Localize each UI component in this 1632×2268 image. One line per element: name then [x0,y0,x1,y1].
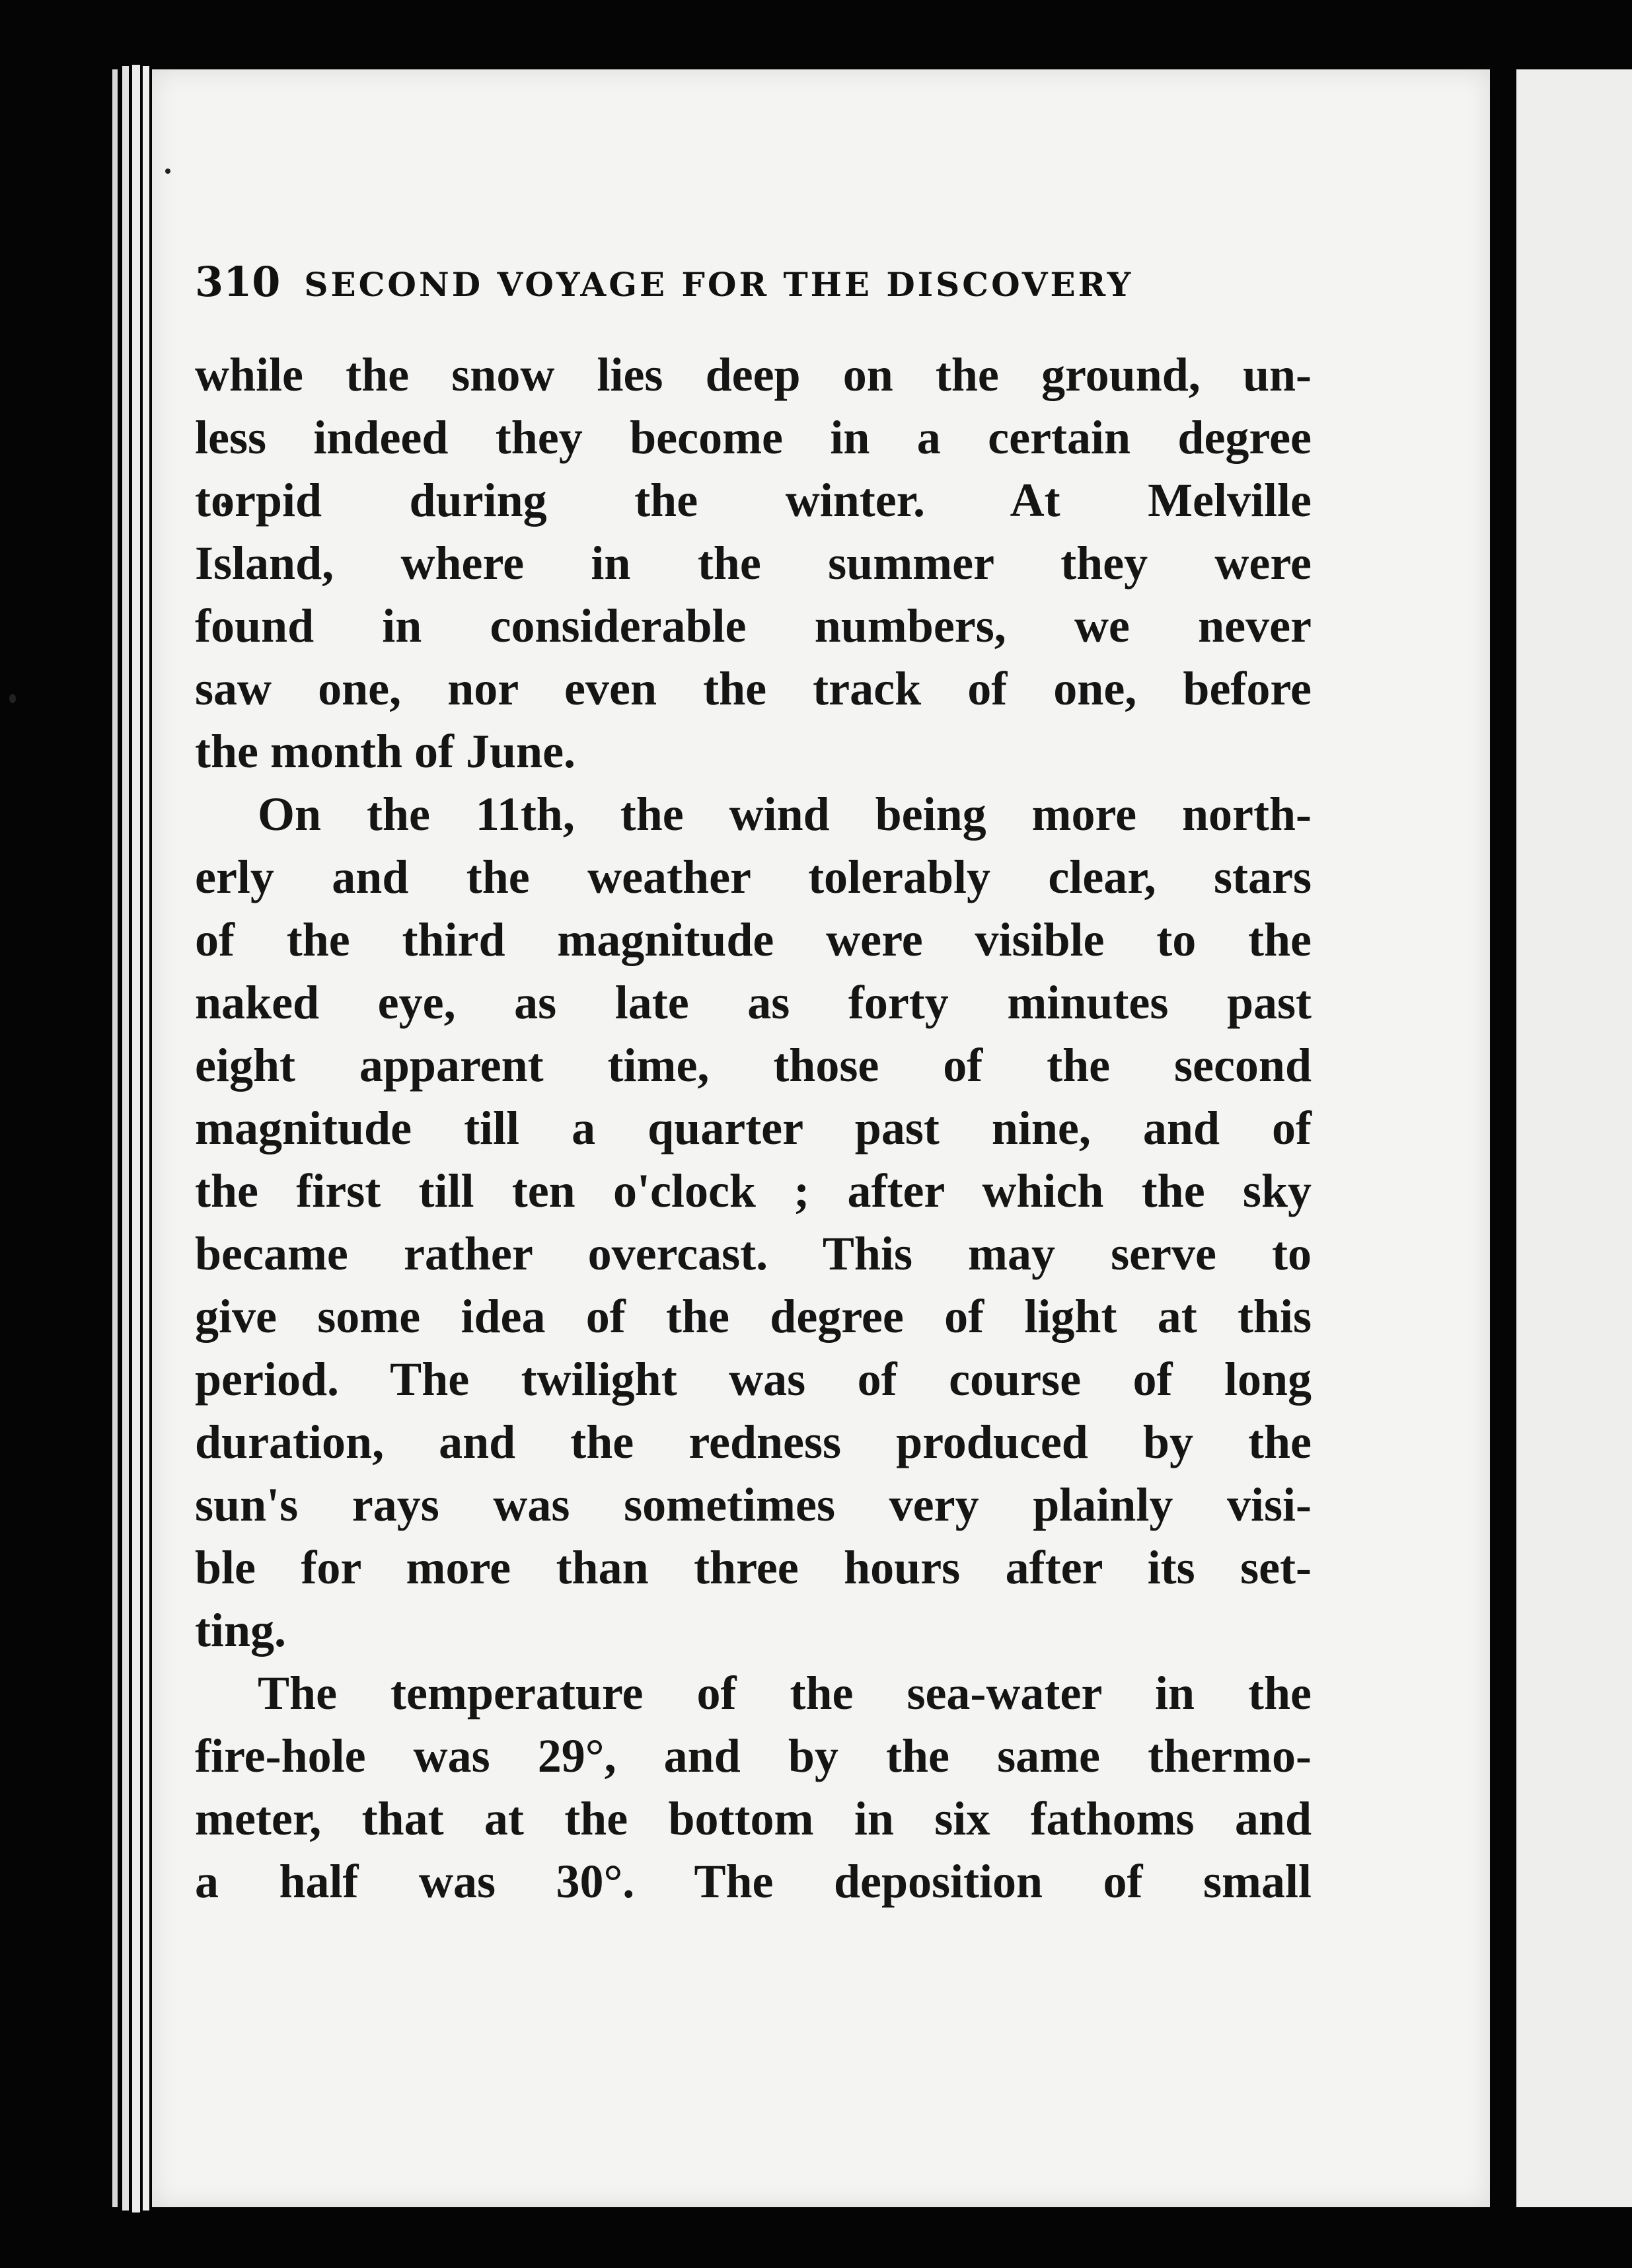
paragraph-2 [195,783,1312,1662]
running-head-title: SECOND VOYAGE FOR THE DISCOVERY [304,265,1134,304]
text-line: found in considerable numbers, we never [195,599,1312,652]
scan-speck [165,169,170,174]
text-line: eight apparent time, those of the second [195,1039,1312,1092]
text-line: the first till ten o'clock ; after which the sky [195,1164,1312,1217]
paragraph-1 [195,344,1312,783]
text-line: period. The twilight was of course of long [195,1353,1312,1406]
text-line: a half was 30°. The deposition of small [195,1855,1312,1908]
text-line: less indeed they become in a certain degree [195,411,1312,464]
page-edge [132,65,140,2212]
page-edge [122,66,129,2211]
text-line: On the 11th, the wind being more north- [258,788,1312,841]
text-line: give some idea of the degree of light at this [195,1290,1312,1343]
body-text [195,344,1312,1913]
text-line: naked eye, as late as forty minutes past [195,976,1312,1029]
text-line: torpid during the winter. At Melville [195,474,1312,527]
text-line: erly and the weather tolerably clear, stars [195,850,1312,903]
text-line: duration, and the redness produced by the [195,1416,1312,1468]
text-line: ting. [195,1604,287,1657]
paragraph-3 [195,1662,1312,1913]
text-line: ble for more than three hours after its set- [195,1541,1312,1594]
text-line: saw one, nor even the track of one, before [195,662,1312,715]
page-edge [143,66,149,2211]
page-edge [112,69,118,2207]
page-number: 310 [195,258,281,306]
text-line: The temperature of the sea-water in the [258,1667,1312,1720]
text-line: sun's rays was sometimes very plainly visi- [195,1478,1312,1531]
text-line: while the snow lies deep on the ground, un- [195,348,1312,401]
text-line: magnitude till a quarter past nine, and of [195,1102,1312,1154]
text-line: the month of June. [195,725,576,778]
text-line: fire-hole was 29°, and by the same thermo- [195,1729,1312,1782]
text-line: meter, that at the bottom in six fathoms and [195,1792,1312,1845]
facing-page-edge [1516,69,1632,2207]
running-head [195,258,1279,324]
text-line: became rather overcast. This may serve to [195,1227,1312,1280]
text-line: Island, where in the summer they were [195,537,1312,589]
text-line: of the third magnitude were visible to the [195,913,1312,966]
scan-speck [9,694,16,703]
